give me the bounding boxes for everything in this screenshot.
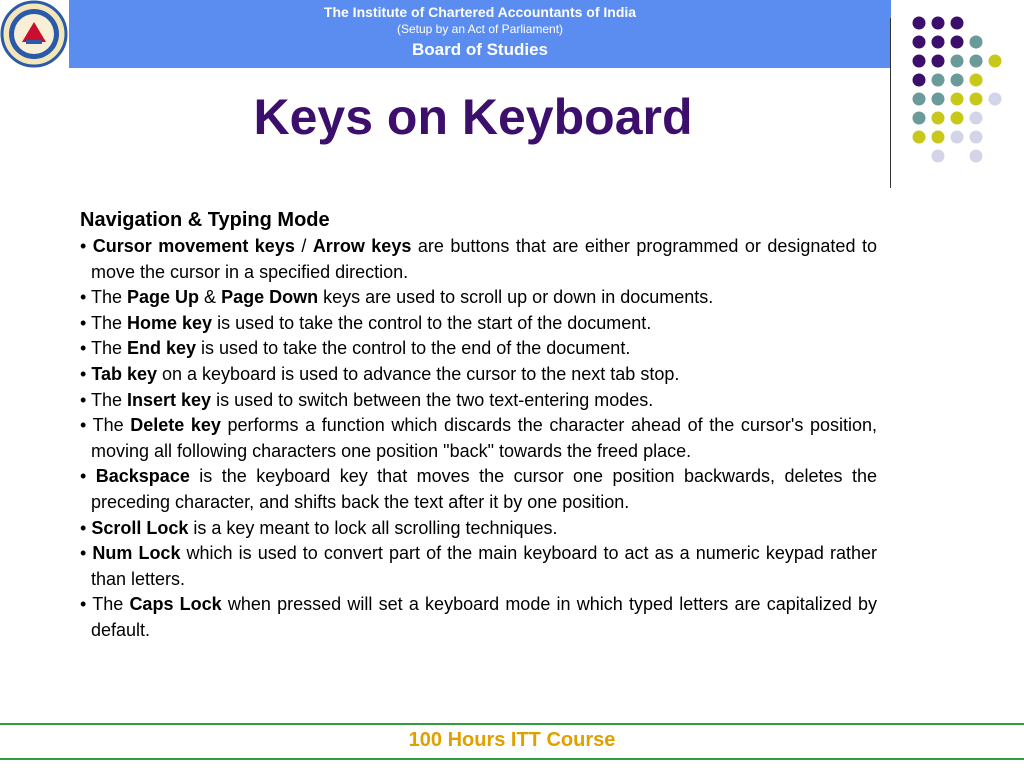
decor-dot [970,74,983,87]
decor-dot [932,150,945,163]
decor-dot [932,36,945,49]
decor-dot [913,36,926,49]
key-name: Delete key [130,415,221,436]
list-item: • Scroll Lock is a key meant to lock all scrolling techniques. [80,517,558,538]
slide-title: Keys on Keyboard [253,89,693,145]
key-name: Scroll Lock [91,517,189,538]
decor-dot [951,112,964,125]
key-name: Caps Lock [129,594,222,615]
footer-rule-bottom [0,758,1024,760]
decor-dot [951,17,964,30]
item-text: are buttons that are either programmed or designated to move the cursor in a specified direction. [91,236,877,282]
footer-text: 100 Hours ITT Course [408,729,616,751]
item-text: / [294,236,313,256]
list-item: • The Insert key is used to switch between the two text-entering modes. [80,389,654,410]
decor-dot [970,93,983,106]
key-name: Num Lock [92,543,181,564]
list-item: • Num Lock which is used to convert part of the main keyboard to act as a numeric keypad rather than letters. [80,543,877,589]
key-name: Home key [127,312,213,333]
list-item: • The Delete key performs a function which discards the character ahead of the cursor's position, moving all following characters one position "back" towards the freed place. [80,415,877,461]
decor-dot [989,93,1002,106]
key-name: Backspace [95,466,190,487]
item-text: performs a function which discards the character ahead of the cursor's position, moving all following characters one position "back" towards the freed place. [91,415,877,461]
decor-dot [951,55,964,68]
item-text: is used to take the control to the start of the document. [212,312,652,333]
list-item: • Cursor movement keys / Arrow keys are buttons that are either programmed or designated to move the cursor in a specified direction. [80,236,877,282]
slide-content [80,206,877,644]
key-name: Arrow keys [312,236,412,256]
item-text: & [199,287,222,308]
decor-dot [970,112,983,125]
item-text: is the keyboard key that moves the cursor one position backwards, deletes the preceding character, and shifts back the text after it by one position. [91,466,878,512]
item-text: The [92,415,131,436]
item-text: The [90,312,128,333]
decor-dot [970,150,983,163]
item-text: keys are used to scroll up or down in documents. [318,287,714,308]
decor-dot [951,131,964,144]
key-name: Page Up [127,287,200,308]
decor-dot [989,55,1002,68]
item-text: The [90,338,128,359]
item-text: The [90,389,128,410]
item-text: is a key meant to lock all scrolling techniques. [188,517,558,538]
decor-dot [970,55,983,68]
footer-rule-top [0,723,1024,725]
decor-dot [951,36,964,49]
item-text: is used to switch between the two text-entering modes. [211,389,654,410]
key-name: Page Down [221,287,319,308]
decor-dot [913,55,926,68]
org-name: The Institute of Chartered Accountants of India [323,4,637,20]
list-item: • Backspace is the keyboard key that moves the cursor one position backwards, deletes the preceding character, and shifts back the text after it by one position. [80,466,878,512]
list-item: • The End key is used to take the control to the end of the document. [80,338,631,359]
section-heading: Navigation & Typing Mode [80,209,330,231]
key-name: Insert key [127,389,212,410]
board-name: Board of Studies [411,40,548,59]
decor-dot [970,131,983,144]
item-text: when pressed will set a keyboard mode in which typed letters are capitalized by default. [91,594,877,640]
key-name: Cursor movement keys [92,236,295,256]
decor-dot [932,74,945,87]
decor-dot [913,74,926,87]
list-item: • The Caps Lock when pressed will set a keyboard mode in which typed letters are capitalized by default. [80,594,877,640]
bullet-list [80,234,877,644]
item-text: on a keyboard is used to advance the cursor to the next tab stop. [157,363,680,384]
key-name: End key [127,338,197,359]
list-item: • The Home key is used to take the control to the start of the document. [80,312,652,333]
org-subtitle: (Setup by an Act of Parliament) [396,22,564,36]
decor-dot [932,55,945,68]
item-text: is used to take the control to the end of the document. [196,338,631,359]
item-text: The [92,594,130,615]
decor-dot [951,93,964,106]
list-item: • The Page Up & Page Down keys are used to scroll up or down in documents. [80,287,714,308]
decor-dot [951,74,964,87]
key-name: Tab key [91,363,158,384]
item-text: which is used to convert part of the main keyboard to act as a numeric keypad rather than letters. [91,543,877,589]
decor-dot [932,17,945,30]
decor-dot [970,36,983,49]
item-text: The [90,287,128,308]
list-item: • Tab key on a keyboard is used to advance the cursor to the next tab stop. [80,363,680,384]
decor-dot [913,17,926,30]
